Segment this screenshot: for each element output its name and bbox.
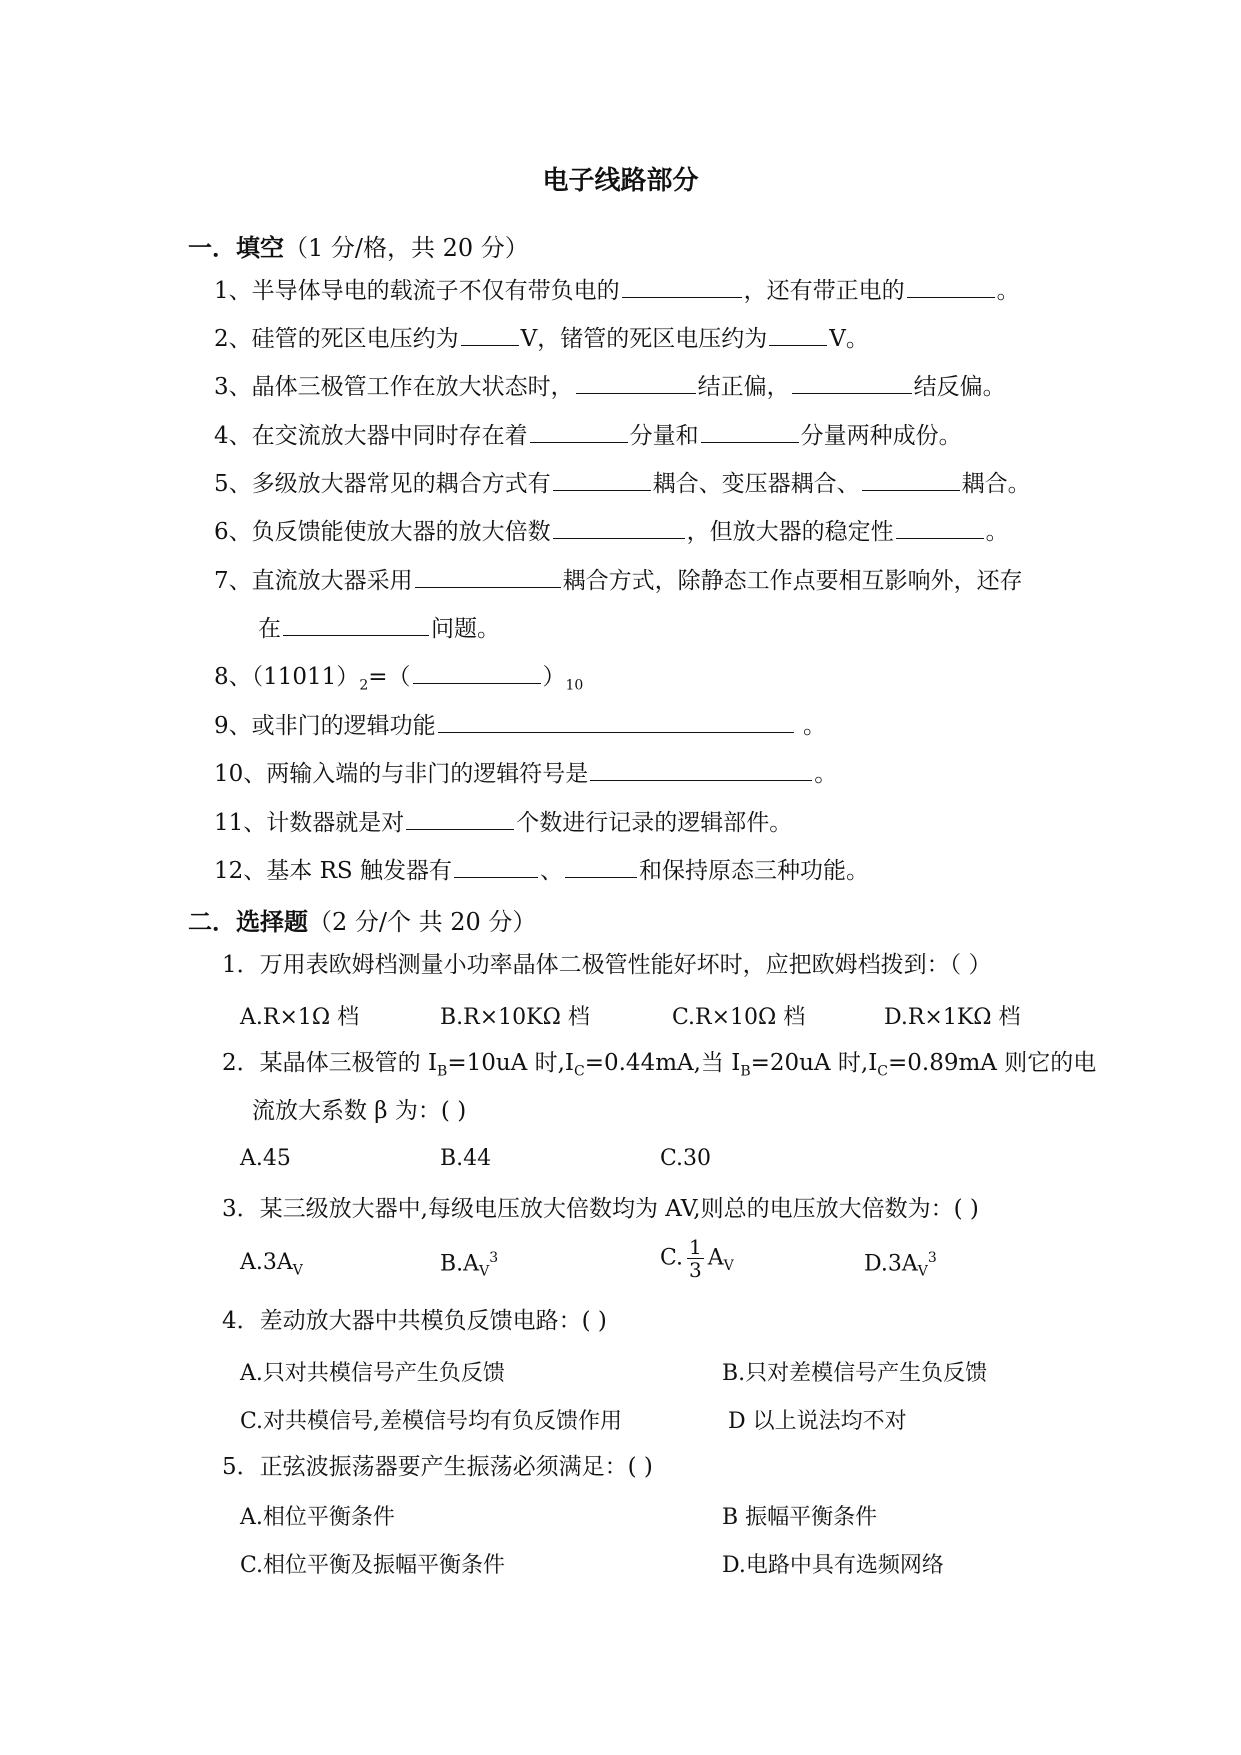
q8-text-a: 8、（11011） (214, 664, 360, 690)
q3-option-c[interactable] (660, 1236, 734, 1281)
q4-text-c: 分量两种成份。 (800, 423, 962, 449)
q1-option-d[interactable]: D.R×1KΩ 档 (884, 1005, 1021, 1030)
q9-text-b: 。 (795, 713, 826, 739)
choice-q3: 3．某三级放大器中,每级电压放大倍数均为 AV,则总的电压放大倍数为：( ) (222, 1196, 979, 1222)
q1-blank-1[interactable] (622, 275, 742, 298)
q5-option-d[interactable]: D.电路中具有选频网络 (722, 1553, 944, 1578)
q3-d-sup: 3 (927, 1250, 937, 1266)
q3-text-a: 3、晶体三极管工作在放大状态时， (214, 374, 574, 400)
q7-blank-2[interactable] (283, 613, 429, 636)
q4-option-a[interactable]: A.只对共模信号产生负反馈 (240, 1361, 505, 1386)
q7-text-b: 耦合方式，除静态工作点要相互影响外，还存 (562, 568, 1023, 594)
q2-option-a[interactable]: A.45 (240, 1146, 291, 1171)
q2-text-1: 2．某晶体三极管的 I (222, 1050, 438, 1076)
q1-blank-2[interactable] (907, 275, 995, 298)
q7-text-c: 在 (258, 616, 281, 642)
choice-q4: 4．差动放大器中共模负反馈电路：( ) (222, 1308, 607, 1334)
choice-q2-cont: 流放大系数 β 为：( ) (252, 1098, 467, 1124)
fill-q7-cont (258, 613, 500, 644)
q11-blank[interactable] (406, 807, 514, 830)
fill-q11 (214, 807, 792, 838)
fill-q9 (214, 710, 826, 741)
q7-text-d: 问题。 (431, 616, 500, 642)
section-1-note: （1 分/格，共 20 分） (284, 234, 529, 262)
q6-blank-2[interactable] (896, 516, 984, 539)
fill-q5 (214, 468, 1031, 499)
fill-q8 (214, 661, 583, 701)
q11-text-b: 个数进行记录的逻辑部件。 (516, 810, 793, 836)
q3-c-sub: V (723, 1257, 734, 1274)
q3-d-text: D.3A (864, 1251, 918, 1277)
fill-q2 (214, 323, 869, 354)
q5-text-a: 5、多级放大器常见的耦合方式有 (214, 471, 551, 497)
q2-blank-2[interactable] (769, 323, 827, 346)
q2-blank-1[interactable] (461, 323, 519, 346)
q4-option-c[interactable]: C.对共模信号,差模信号均有负反馈作用 (240, 1409, 623, 1434)
q2-text-c: V。 (829, 326, 869, 352)
fill-q10 (214, 758, 837, 789)
choice-q5: 5．正弦波振荡器要产生振荡必须满足：( ) (222, 1454, 653, 1480)
page-title: 电子线路部分 (542, 166, 699, 196)
fill-q12 (214, 855, 869, 886)
q12-text-b: 、 (539, 858, 563, 884)
q1-text-c: 。 (996, 278, 1020, 304)
q10-blank[interactable] (590, 758, 812, 781)
q3-c-denominator: 3 (689, 1258, 702, 1282)
q12-blank-2[interactable] (565, 855, 637, 878)
q6-blank-1[interactable] (553, 516, 685, 539)
q2-sub-1: B (437, 1063, 448, 1080)
q3-option-d[interactable] (864, 1250, 937, 1280)
fill-q7 (214, 565, 1023, 596)
q3-blank-2[interactable] (792, 371, 912, 394)
q3-c-tail: A (707, 1245, 724, 1271)
q2-option-c[interactable]: C.30 (660, 1146, 712, 1171)
q3-option-b[interactable] (440, 1250, 498, 1280)
q2-sub-4: C (877, 1063, 889, 1080)
q8-base-10: 10 (565, 677, 584, 694)
q3-blank-1[interactable] (576, 371, 696, 394)
q10-text-a: 10、两输入端的与非门的逻辑符号是 (214, 761, 589, 787)
q9-blank[interactable] (438, 710, 794, 733)
q3-option-a[interactable] (240, 1250, 303, 1278)
q8-text-c: ） (542, 664, 566, 690)
q12-text-a: 12、基本 RS 触发器有 (214, 858, 452, 884)
q1-option-a[interactable]: A.R×1Ω 档 (240, 1005, 360, 1030)
q3-a-sub: V (292, 1262, 303, 1279)
fill-q6 (214, 516, 1009, 547)
q4-blank-1[interactable] (530, 420, 628, 443)
q9-text-a: 9、或非门的逻辑功能 (214, 713, 436, 739)
q1-text-b: ，还有带正电的 (743, 278, 905, 304)
q8-base-2: 2 (359, 677, 369, 694)
q3-b-sup: 3 (489, 1250, 499, 1266)
q2-text-b: V，锗管的死区电压约为 (520, 326, 768, 352)
q10-text-b: 。 (814, 761, 838, 787)
q3-c-numerator: 1 (689, 1235, 702, 1259)
choice-q2 (222, 1048, 1096, 1087)
q5-option-c[interactable]: C.相位平衡及振幅平衡条件 (240, 1553, 506, 1578)
fill-q1 (214, 275, 1020, 306)
q7-blank-1[interactable] (415, 565, 561, 588)
q8-blank[interactable] (413, 661, 541, 684)
q2-text-4: =20uA 时,I (750, 1050, 878, 1076)
q3-c-fraction (687, 1236, 704, 1281)
q12-blank-1[interactable] (454, 855, 538, 878)
section-2-title: 二．选择题 (188, 908, 308, 936)
q12-text-c: 和保持原态三种功能。 (638, 858, 869, 884)
section-1-title: 一．填空 (188, 234, 284, 262)
section-2-note: （2 分/个 共 20 分） (308, 908, 537, 936)
q2-text-5: =0.89mA 则它的电 (888, 1050, 1097, 1076)
q4-blank-2[interactable] (701, 420, 799, 443)
q4-text-b: 分量和 (629, 423, 699, 449)
q6-text-c: 。 (985, 519, 1009, 545)
q11-text-a: 11、计数器就是对 (214, 810, 405, 836)
q5-text-c: 耦合。 (961, 471, 1031, 497)
q1-option-b[interactable]: B.R×10KΩ 档 (440, 1005, 590, 1030)
q3-a-text: A.3A (240, 1250, 293, 1275)
q2-sub-2: C (574, 1063, 585, 1080)
q3-d-sub: V (917, 1263, 928, 1280)
q5-text-b: 耦合、变压器耦合、 (652, 471, 860, 497)
q3-c-text: C. (660, 1245, 684, 1271)
q3-text-c: 结反偏。 (913, 374, 1006, 400)
q7-text-a: 7、直流放大器采用 (214, 568, 413, 594)
q2-text-a: 2、硅管的死区电压约为 (214, 326, 459, 352)
q5-option-a[interactable]: A.相位平衡条件 (240, 1505, 395, 1530)
section-1-heading (188, 228, 529, 263)
choice-q1: 1．万用表欧姆档测量小功率晶体二极管性能好坏时，应把欧姆档拨到：（ ） (222, 952, 992, 978)
q4-option-d[interactable]: D 以上说法均不对 (728, 1409, 907, 1434)
fill-q4 (214, 420, 962, 451)
q4-text-a: 4、在交流放大器中同时存在着 (214, 423, 528, 449)
q8-text-b: =（ (368, 664, 411, 690)
q1-option-c[interactable]: C.R×10Ω 档 (672, 1005, 806, 1030)
section-2-heading (188, 902, 536, 937)
q2-sub-3: B (740, 1063, 751, 1080)
q3-b-text: B.A (440, 1251, 480, 1277)
q5-blank-1[interactable] (553, 468, 651, 491)
q1-text-a: 1、半导体导电的载流子不仅有带负电的 (214, 278, 620, 304)
q6-text-b: ，但放大器的稳定性 (686, 519, 894, 545)
q5-blank-2[interactable] (862, 468, 960, 491)
q3-b-sub: V (479, 1263, 490, 1280)
q2-option-b[interactable]: B.44 (440, 1146, 492, 1171)
q5-option-b[interactable]: B 振幅平衡条件 (722, 1505, 878, 1530)
fill-q3 (214, 371, 1006, 402)
q2-text-3: =0.44mA,当 I (584, 1050, 741, 1076)
q2-text-2: =10uA 时,I (447, 1050, 574, 1076)
q4-option-b[interactable]: B.只对差模信号产生负反馈 (722, 1361, 988, 1386)
q3-text-b: 结正偏， (697, 374, 790, 400)
q6-text-a: 6、负反馈能使放大器的放大倍数 (214, 519, 551, 545)
